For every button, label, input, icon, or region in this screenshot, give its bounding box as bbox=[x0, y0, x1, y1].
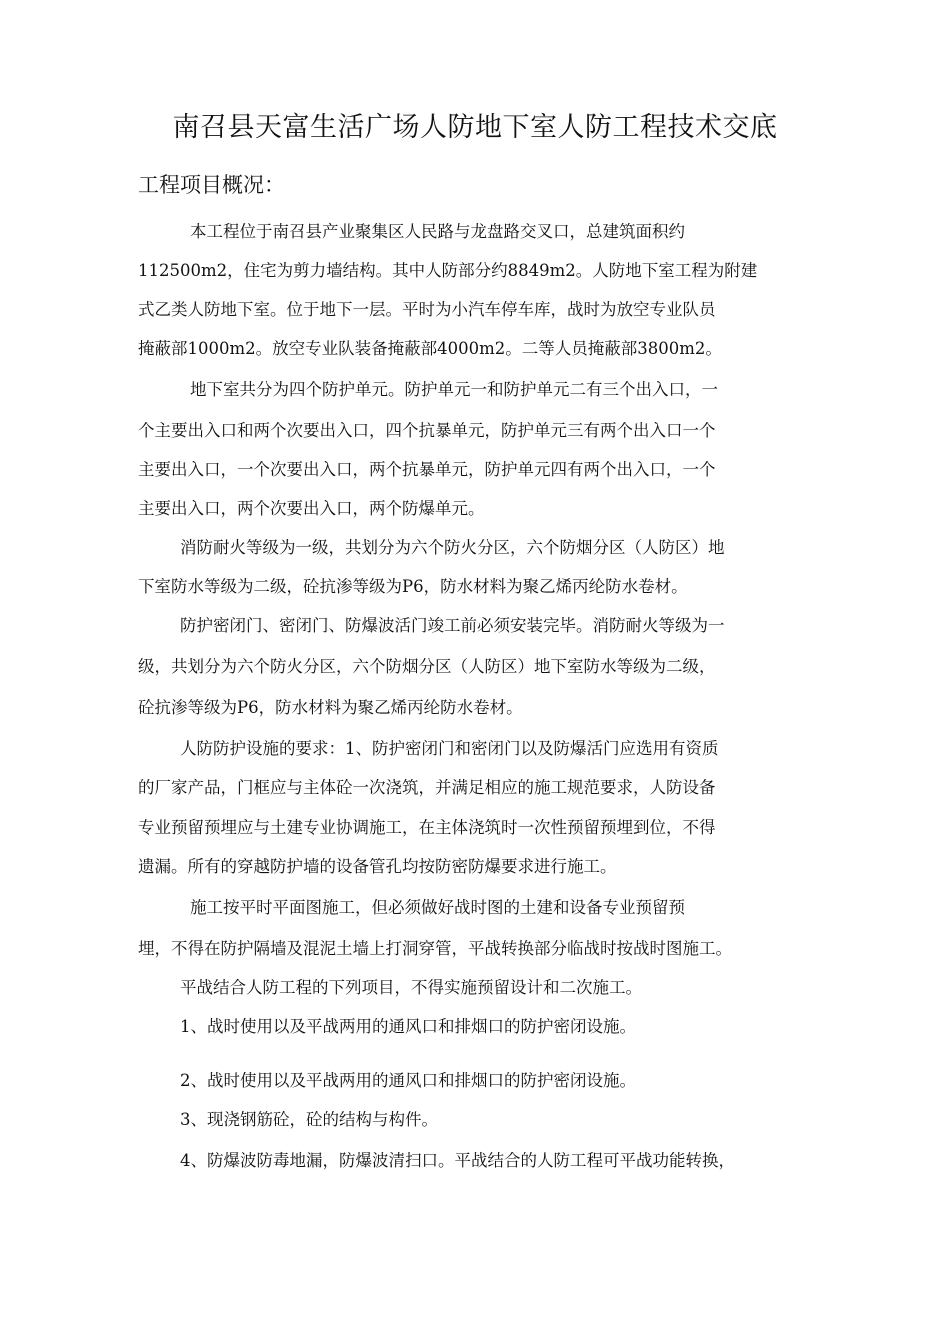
paragraph-line: 掩蔽部1000m2。放空专业队装备掩蔽部4000m2。二等人员掩蔽部3800m2。 bbox=[138, 339, 722, 358]
section-heading: 工程项目概况： bbox=[138, 173, 285, 197]
paragraph-line: 主要出入口，两个次要出入口，两个防爆单元。 bbox=[138, 499, 485, 518]
paragraph-line: 平战结合人防工程的下列项目，不得实施预留设计和二次施工。 bbox=[180, 978, 642, 997]
paragraph-line: 防护密闭门、密闭门、防爆波活门竣工前必须安装完毕。消防耐火等级为一 bbox=[180, 616, 725, 635]
list-item: 2、战时使用以及平战两用的通风口和排烟口的防护密闭设施。 bbox=[180, 1071, 636, 1090]
paragraph-line: 的厂家产品，门框应与主体砼一次浇筑，并满足相应的施工规范要求，人防设备 bbox=[138, 778, 716, 797]
list-item: 1、战时使用以及平战两用的通风口和排烟口的防护密闭设施。 bbox=[180, 1017, 636, 1036]
paragraph-line: 112500m2，住宅为剪力墙结构。其中人防部分约8849m2。人防地下室工程为附建 bbox=[138, 261, 758, 280]
paragraph-line: 消防耐火等级为一级，共划分为六个防火分区，六个防烟分区（人防区）地 bbox=[180, 538, 725, 557]
paragraph-line: 本工程位于南召县产业聚集区人民路与龙盘路交叉口，总建筑面积约 bbox=[190, 222, 685, 241]
list-item: 4、防爆波防毒地漏，防爆波清扫口。平战结合的人防工程可平战功能转换， bbox=[180, 1151, 735, 1170]
paragraph-line: 级，共划分为六个防火分区，六个防烟分区（人防区）地下室防水等级为二级， bbox=[138, 657, 716, 676]
paragraph-line: 专业预留预埋应与土建专业协调施工，在主体浇筑时一次性预留预埋到位，不得 bbox=[138, 818, 716, 837]
paragraph-line: 式乙类人防地下室。位于地下一层。平时为小汽车停车库，战时为放空专业队员 bbox=[138, 300, 716, 319]
paragraph-line: 砼抗渗等级为P6，防水材料为聚乙烯丙纶防水卷材。 bbox=[138, 698, 523, 717]
document-title: 南召县天富生活广场人防地下室人防工程技术交底 bbox=[172, 112, 778, 143]
paragraph-line: 施工按平时平面图施工，但必须做好战时图的土建和设备专业预留预 bbox=[190, 898, 685, 917]
paragraph-line: 遗漏。所有的穿越防护墙的设备管孔均按防密防爆要求进行施工。 bbox=[138, 857, 617, 876]
paragraph-line: 地下室共分为四个防护单元。防护单元一和防护单元二有三个出入口，一 bbox=[190, 380, 718, 399]
paragraph-line: 埋，不得在防护隔墙及混泥土墙上打洞穿管，平战转换部分临战时按战时图施工。 bbox=[138, 939, 732, 958]
paragraph-line: 个主要出入口和两个次要出入口，四个抗暴单元，防护单元三有两个出入口一个 bbox=[138, 421, 716, 440]
paragraph-line: 人防防护设施的要求：1、防护密闭门和密闭门以及防爆活门应选用有资质 bbox=[180, 739, 719, 758]
list-item: 3、现浇钢筋砼，砼的结构与构件。 bbox=[180, 1110, 438, 1129]
paragraph-line: 主要出入口，一个次要出入口，两个抗暴单元，防护单元四有两个出入口，一个 bbox=[138, 460, 716, 479]
paragraph-line: 下室防水等级为二级，砼抗渗等级为P6，防水材料为聚乙烯丙纶防水卷材。 bbox=[138, 577, 688, 596]
